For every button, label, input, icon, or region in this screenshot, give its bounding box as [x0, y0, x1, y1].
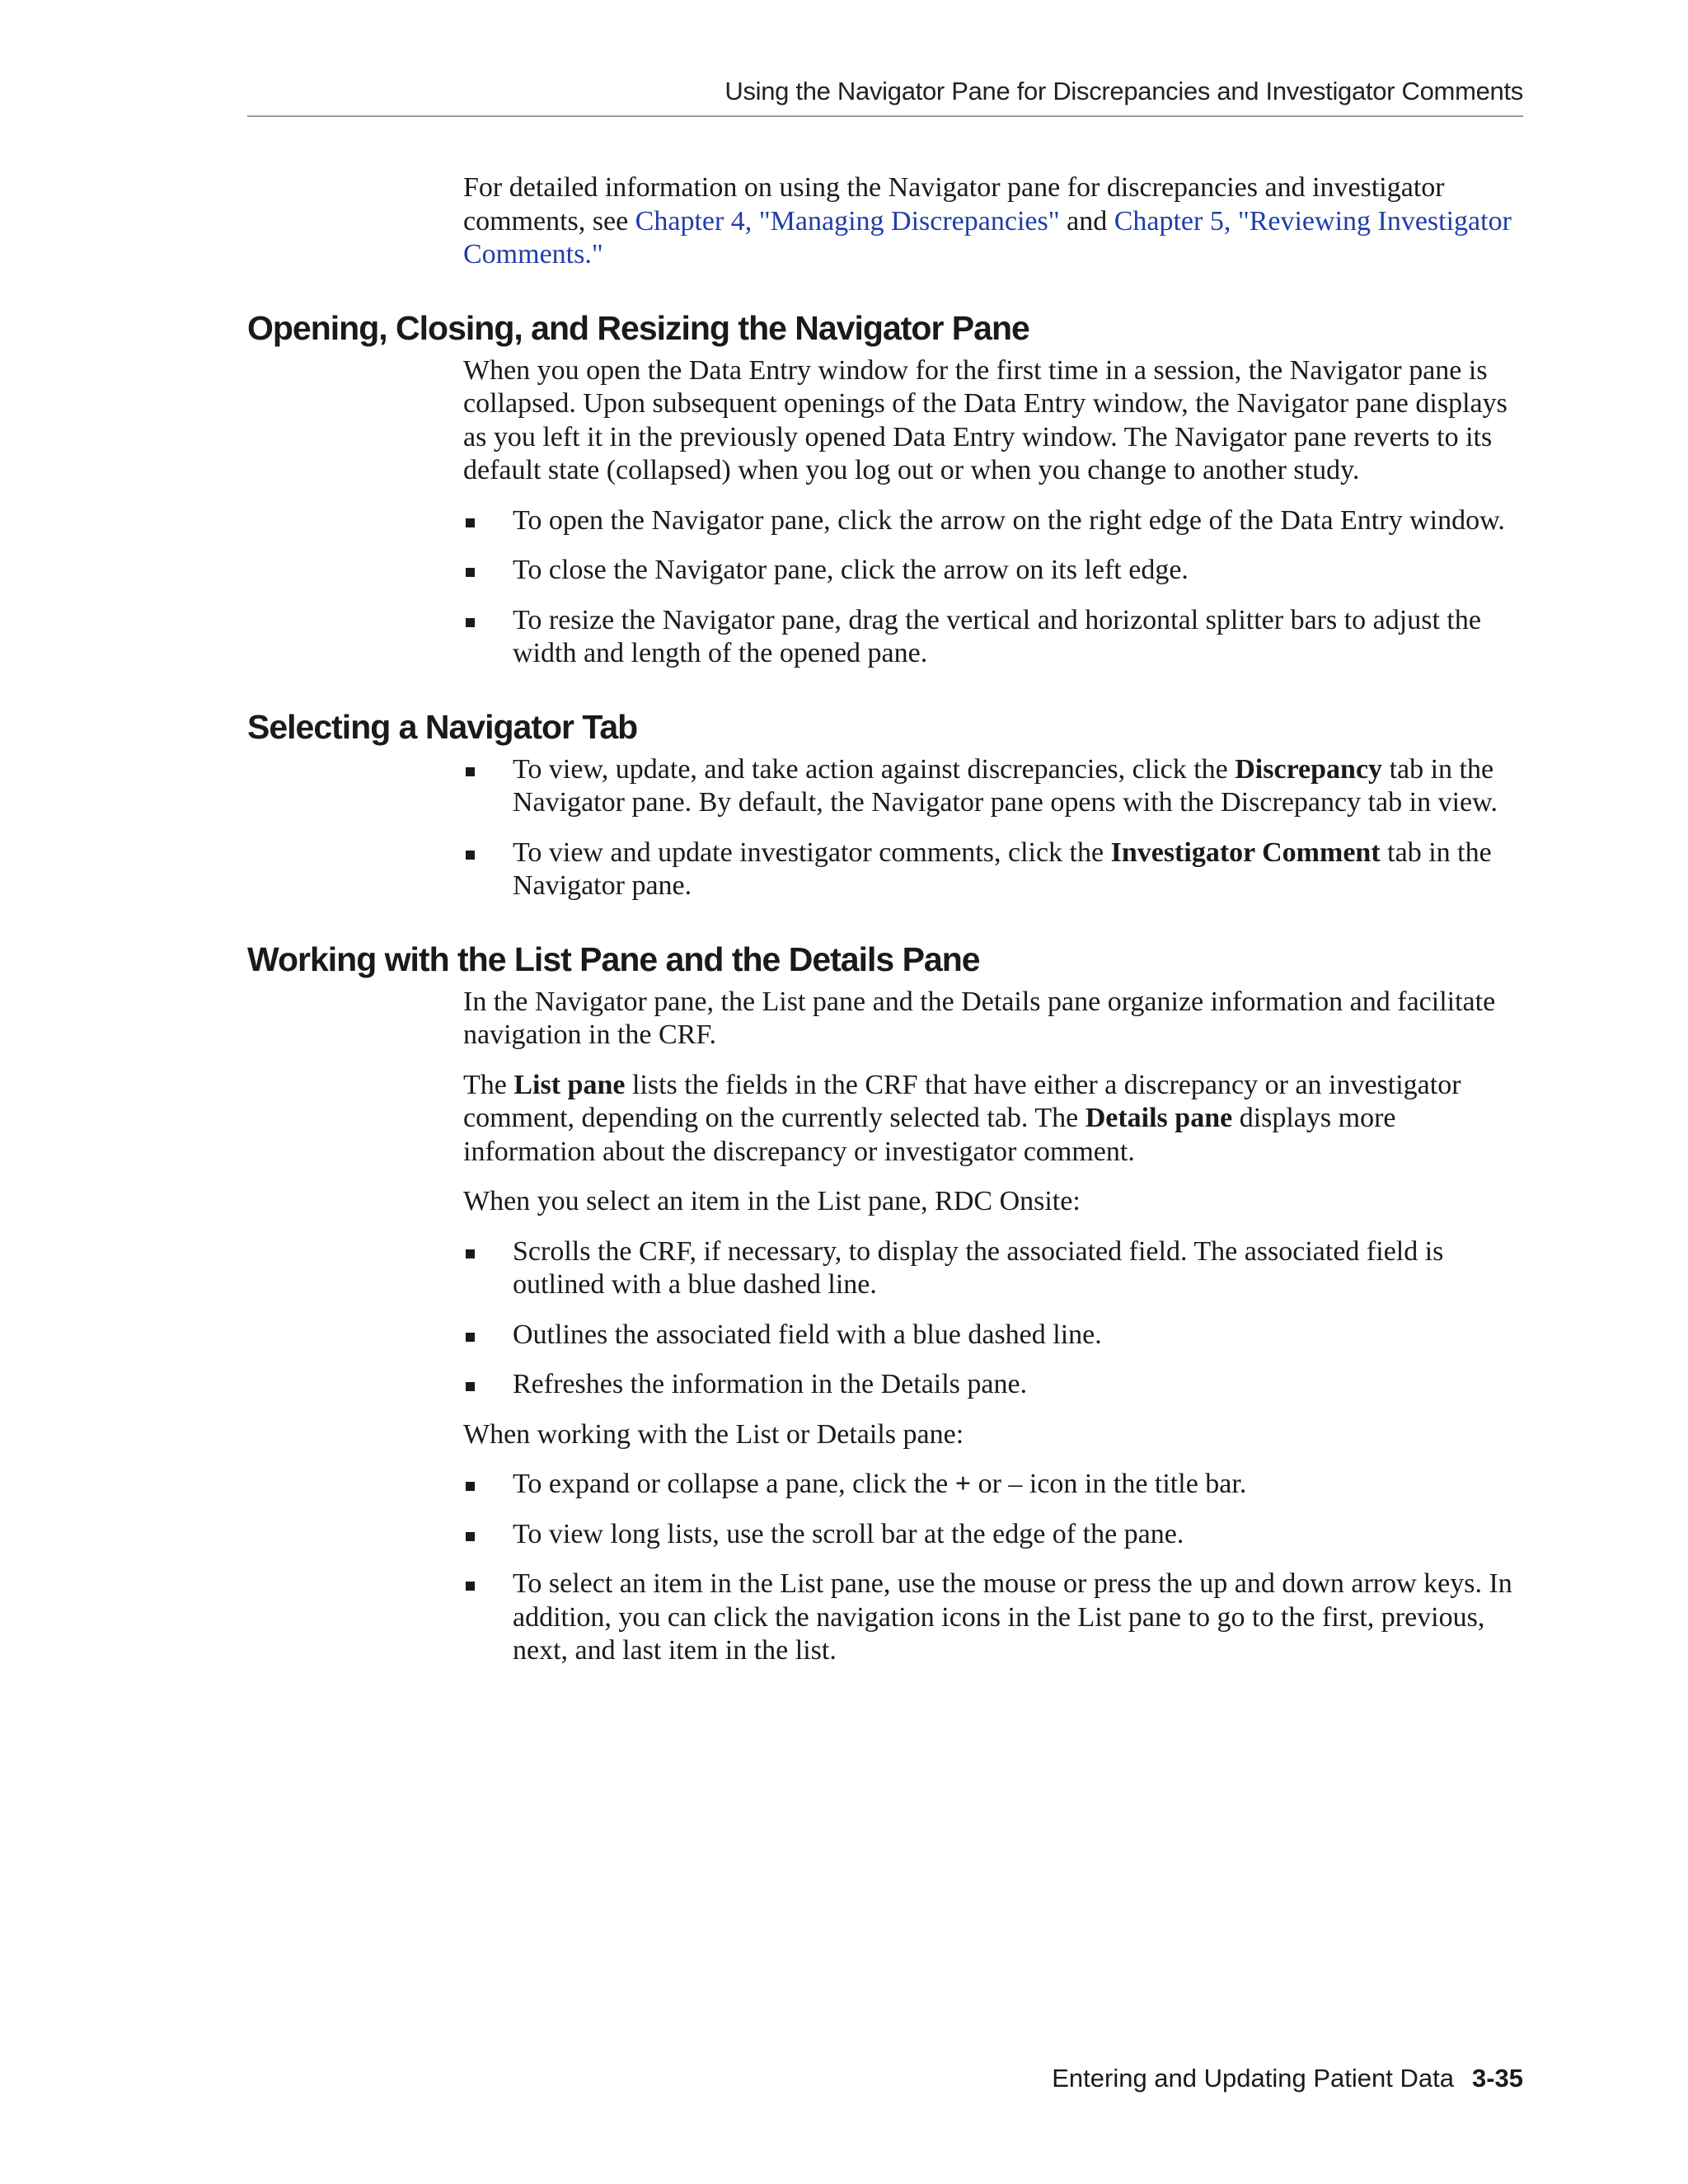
bullet-square-icon — [466, 1482, 475, 1491]
section-heading-opening-closing: Opening, Closing, and Resizing the Navigator Pane — [247, 308, 1029, 347]
section3-bullet-list-a — [463, 1235, 1523, 1402]
investigator-comment-tab-term: Investigator Comment — [1110, 837, 1381, 868]
section3-paragraph-1: In the Navigator pane, the List pane and the Details pane organize information and facilitate navigation in the CRF. — [463, 986, 1496, 1050]
section3-bullet-list-b — [463, 1468, 1523, 1668]
section-heading-list-details: Working with the List Pane and the Details Pane — [247, 940, 980, 978]
list-pane-term: List pane — [513, 1069, 626, 1100]
section-list-details — [247, 938, 1523, 1668]
section-selecting-tab — [247, 705, 1523, 903]
bullet-square-icon — [466, 1532, 475, 1541]
intro-text-and: and — [1059, 205, 1114, 237]
chapter-4-link[interactable]: Chapter 4, "Managing Discrepancies" — [635, 205, 1060, 237]
bullet-square-icon — [466, 1333, 475, 1342]
section3-paragraph-3: When you select an item in the List pane, RDC Onsite: — [463, 1186, 1081, 1216]
bullet-square-icon — [466, 518, 475, 527]
list-item: To select an item in the List pane, use the mouse or press the up and down arrow keys. In addition, you can click the navigation icons in the List pane to go to the first, previous, next, and last item in the list. — [463, 1568, 1523, 1668]
section-opening-closing — [247, 307, 1523, 671]
intro-paragraph — [463, 171, 1523, 272]
page-content — [247, 171, 1523, 1685]
bullet-square-icon — [466, 767, 475, 776]
bullet-square-icon — [466, 568, 475, 577]
chapter-5-link[interactable]: Chapter 5, "Reviewing Investigator Comments." — [463, 205, 1512, 269]
page-footer — [1052, 2064, 1523, 2093]
section-heading-selecting-tab: Selecting a Navigator Tab — [247, 707, 638, 746]
running-header-title: Using the Navigator Pane for Discrepancies and Investigator Comments — [724, 77, 1523, 105]
intro-text: For detailed information on using the Navigator pane for discrepancies and investigator comments, see — [463, 172, 1445, 237]
list-item: To resize the Navigator pane, drag the vertical and horizontal splitter bars to adjust the width and length of the opened pane. — [463, 604, 1523, 671]
list-item: Scrolls the CRF, if necessary, to display the associated field. The associated field is outlined with a blue dashed line. — [463, 1235, 1523, 1302]
section1-paragraph: When you open the Data Entry window for the first time in a session, the Navigator pane is collapsed. Upon subsequent openings of the Data Entry window, the Navigator pane displays as you left it in the previously opened Data Entry window. The Navigator pane reverts to its default state (collapsed) when you log out or when you change to another study. — [463, 354, 1507, 485]
list-item: To view and update investigator comments, click the Investigator Comment tab in the Navigator pane. — [463, 837, 1523, 903]
list-item: To view, update, and take action against discrepancies, click the Discrepancy tab in the Navigator pane. By default, the Navigator pane opens with the Discrepancy tab in view. — [463, 753, 1523, 820]
page-number: 3-35 — [1471, 2064, 1523, 2093]
list-item: Refreshes the information in the Details pane. — [463, 1368, 1523, 1402]
plus-icon: + — [954, 1469, 972, 1499]
list-item: To expand or collapse a pane, click the + or – icon in the title bar. — [463, 1468, 1523, 1502]
bullet-square-icon — [466, 851, 475, 860]
list-item: To view long lists, use the scroll bar at the edge of the pane. — [463, 1518, 1523, 1552]
bullet-square-icon — [466, 1382, 475, 1391]
list-item: To open the Navigator pane, click the arrow on the right edge of the Data Entry window. — [463, 504, 1523, 538]
section3-paragraph-4: When working with the List or Details pane: — [463, 1418, 964, 1450]
section3-paragraph-2: The List pane lists the fields in the CRF that have either a discrepancy or an investigator comment, depending on the currently selected tab. The Details pane displays more information about the discrepancy or investigator comment. — [463, 1069, 1461, 1167]
section1-bullet-list — [463, 504, 1523, 671]
footer-chapter-title: Entering and Updating Patient Data — [1052, 2064, 1454, 2093]
bullet-square-icon — [466, 618, 475, 627]
section2-bullet-list — [463, 753, 1523, 903]
bullet-square-icon — [466, 1249, 475, 1258]
list-item: To close the Navigator pane, click the arrow on its left edge. — [463, 554, 1523, 588]
intro-block — [463, 171, 1523, 272]
details-pane-term: Details pane — [1085, 1103, 1233, 1133]
list-item: Outlines the associated field with a blue dashed line. — [463, 1319, 1523, 1352]
bullet-square-icon — [466, 1582, 475, 1591]
discrepancy-tab-term: Discrepancy — [1235, 753, 1383, 785]
running-header — [247, 74, 1523, 117]
